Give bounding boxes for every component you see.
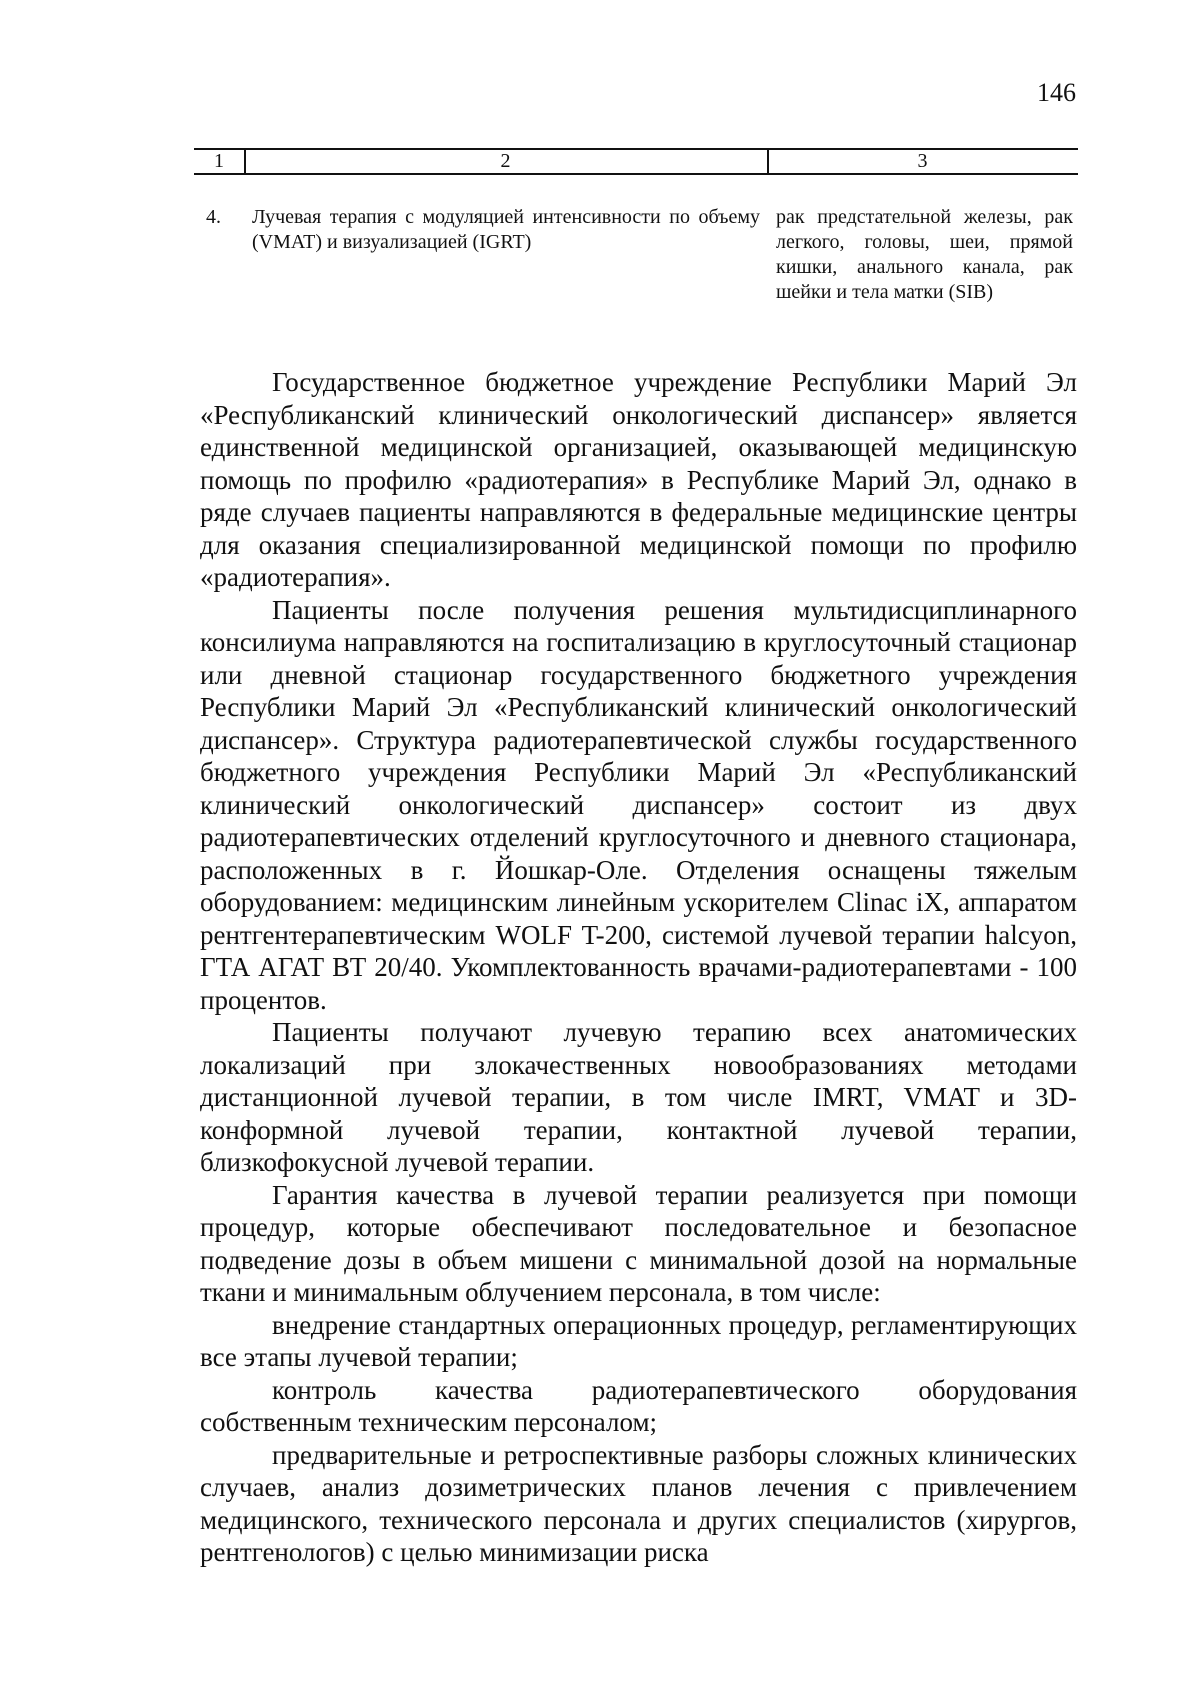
row-method: Лучевая терапия с модуляцией интенсивности по объему (VMAT) и визуализацией (IGRT)	[252, 206, 760, 253]
paragraph: Гарантия качества в лучевой терапии реализуется при помощи процедур, которые обеспечивают последовательное и безопасное подведение дозы в объем мишени с минимальной дозой на нормальные ткани и минимальным облучением персонала, в том числе:	[200, 1179, 1077, 1307]
paragraph: Пациенты получают лучевую терапию всех анатомических локализаций при злокачественных новообразованиях методами дистанционной лучевой терапии, в том числе IMRT, VMAT и 3D-конформной лучевой терапии, контактной лучевой терапии, близкофокусной лучевой терапии.	[200, 1017, 1077, 1177]
paragraph: Пациенты после получения решения мультидисциплинарного консилиума направляются на госпитализацию в круглосуточный стационар или дневной стационар государственного бюджетного учреждения Республики Марий Эл «Республиканский клинический онкологический диспансер». Структура радиотерапевтической службы государственного бюджетного учреждения Республики Марий Эл «Республиканский клинический онкологический диспансер» состоит из двух радиотерапевтических отделений круглосуточного и дневного стационара, расположенных в г. Йошкар-Оле. Отделения оснащены тяжелым оборудованием: медицинским линейным ускорителем Clinac iX, аппаратом рентгентерапевтическим WOLF T-200, системой лучевой терапии halcyon, ГТА АГАТ ВТ 20/40. Укомплектованность врачами-радиотерапевтами - 100 процентов.	[200, 594, 1077, 1015]
table-header-cell-2: 2	[500, 150, 511, 172]
list-item: внедрение стандартных операционных процедур, регламентирующих все этапы лучевой терапии;	[200, 1309, 1077, 1372]
table-header-cell-1: 1	[214, 150, 224, 172]
table-column-divider	[244, 148, 246, 175]
body-text	[200, 366, 1077, 1569]
page-number: 146	[1037, 78, 1076, 107]
row-number: 4.	[206, 206, 221, 228]
paragraph: Государственное бюджетное учреждение Республики Марий Эл «Республиканский клинический онкологический диспансер» является единственной медицинской организацией, оказывающей медицинскую помощь по профилю «радиотерапия» в Республике Марий Эл, однако в ряде случаев пациенты направляются в федеральные медицинские центры для оказания специализированной медицинской помощи по профилю «радиотерапия».	[200, 367, 1077, 592]
list-item: контроль качества радиотерапевтического оборудования собственным техническим персоналом;	[200, 1374, 1077, 1437]
list-item: предварительные и ретроспективные разборы сложных клинических случаев, анализ дозиметрических планов лечения с привлечением медицинского, технического персонала и других специалистов (хирургов, рентгенологов) с целью минимизации риска	[200, 1439, 1077, 1567]
table-header-cell-3: 3	[917, 150, 928, 172]
table-column-divider	[767, 148, 769, 175]
row-tumor-sites: рак предстательной железы, рак легкого, головы, шеи, прямой кишки, анального канала, рак шейки и тела матки (SIB)	[776, 206, 1073, 303]
table-header-row	[194, 148, 1078, 175]
